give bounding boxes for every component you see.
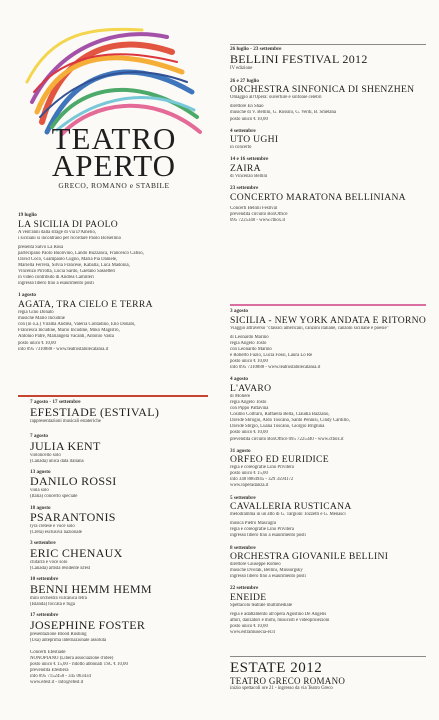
- event-maratona: [230, 185, 430, 224]
- event-title: AGATA, TRA CIELO E TERRA: [18, 299, 153, 311]
- event-body: [230, 203, 430, 224]
- efestiade-title: EFESTIADE (ESTIVAL): [30, 404, 160, 419]
- event-date: 5 settembre: [230, 494, 256, 501]
- event-line: posto unico € 10,00: [18, 340, 56, 346]
- event-date: 4 settembre: [230, 127, 256, 134]
- event-date: 26 e 27 luglio: [230, 77, 259, 84]
- event-body: [230, 562, 430, 580]
- event-line: i siciliani si incontrano per ricordare Paolo Borsellino: [18, 235, 121, 241]
- event-orchestra-giovanile: [230, 545, 430, 581]
- event-line: presenta Salvo La Rosa: [18, 244, 64, 250]
- event-line: regia Angelo Tosto: [230, 399, 267, 405]
- event-orfeo: [230, 448, 430, 490]
- event-line: direttore En Shao: [230, 104, 264, 110]
- logo-title-teatro: TEATRO: [51, 121, 177, 156]
- event-line: www.estramusecia-er.it: [230, 630, 275, 636]
- event-sicilia-paolo: [18, 212, 218, 287]
- event-title: ZAIRA: [230, 162, 261, 174]
- event-body: [230, 174, 430, 180]
- event-line: info 348 8864945 - 329 3594172: [230, 477, 294, 483]
- estate-title: ESTATE 2012: [230, 660, 323, 676]
- estate-note: inizio spettacoli ore 21 - ingresso da via Teatro Greco: [230, 686, 333, 691]
- event-title: CONCERTO MARATONA BELLINIANA: [230, 191, 406, 203]
- event-line: viola solo: [30, 488, 49, 494]
- stabile-column: [230, 308, 430, 641]
- event-title: JOSEPHINE FOSTER: [30, 617, 146, 632]
- event-body: [30, 560, 220, 572]
- event-line: Mariella Ferrera, Silvia Francese, Kaballa, Luca Madonia,: [18, 263, 130, 269]
- event-line: partecipano Paolo Buonvino, Lando Buzzanca, Francesco Cafiso,: [18, 250, 144, 256]
- event-line: lyra cretese e voce solo: [30, 524, 75, 530]
- event-date: 4 agosto: [230, 376, 249, 383]
- event-body: [30, 596, 220, 608]
- event-line: posto unico € 10,00: [230, 359, 268, 365]
- efestiade-events: [30, 433, 220, 686]
- event-agata: [18, 292, 218, 352]
- event-date: 17 settembre: [30, 611, 59, 618]
- event-title: CAVALLERIA RUSTICANA: [230, 501, 352, 513]
- event-line: attori, danzatori e mimi, musicisti e videoproiezioni: [230, 618, 330, 624]
- event-body: [230, 603, 430, 636]
- event-body: [230, 95, 430, 122]
- event-line: posto unico € 10,00: [230, 624, 268, 630]
- event-psarantonis: [30, 505, 220, 537]
- event-line: (Creta) esclusiva nazionale: [30, 530, 82, 536]
- footer-line: info 095 7152450 - 345 063434: [30, 674, 91, 680]
- event-danilo-rossi: [30, 469, 220, 501]
- event-benni-hemm-hemm: [30, 576, 220, 608]
- event-line: ingresso libero fino a esaurimento posti: [230, 574, 306, 580]
- event-date: 18 agosto: [30, 504, 51, 511]
- event-title: ERIC CHENAUX: [30, 545, 123, 560]
- efestiade-section: [30, 399, 220, 425]
- event-line: ingresso libero fino a esaurimento posti: [230, 533, 306, 539]
- event-avaro: [230, 376, 430, 442]
- event-line: di Vincenzo Bellini: [230, 173, 268, 179]
- event-line: in video contributo di Andrea Camilleri: [18, 275, 94, 281]
- event-date: 1 agosto: [18, 292, 37, 299]
- event-line: con Pippo Pattavina: [230, 406, 269, 412]
- event-line: ingresso libero fino a esaurimento posti: [18, 281, 94, 287]
- efestiade-divider: [18, 395, 208, 397]
- event-line: posto unico € 15,00: [230, 471, 268, 477]
- event-line: David Coco, Giampaolo Cugno, Maria Pia Daniele,: [18, 256, 118, 262]
- footer-line: NONOPIANO (Libera associazione d'idee): [30, 655, 114, 661]
- efestiade-subtitle: rappresentazioni musicali estateriche: [30, 418, 101, 424]
- event-line: info 095 7310888 - www.teatrostabilecatania.it: [230, 365, 321, 371]
- event-line: con Leonardo Marino: [230, 346, 272, 352]
- event-line: mini orchestra vulcanica tetra: [30, 595, 87, 601]
- estate-block: [230, 660, 430, 692]
- event-line: posto unico € 10,00: [230, 430, 268, 436]
- event-title: DANILO ROSSI: [30, 474, 117, 489]
- event-line: musiche Dvorak, Bellini, Mussorgsky: [230, 568, 303, 574]
- event-date: 3 agosto: [230, 308, 249, 314]
- event-zaira: [230, 156, 430, 180]
- event-line: regia e coreografie Lino Privitera: [230, 465, 294, 471]
- event-line: Davide Sbrgiò, Luana Toscano, Giorgio Brighina: [230, 424, 325, 430]
- event-date: 8 settembre: [230, 544, 256, 551]
- stabile-divider: [230, 304, 426, 306]
- event-body: [30, 488, 220, 500]
- event-title: BENNI HEMM HEMM: [30, 581, 152, 596]
- logo-title-aperto: APERTO: [51, 148, 177, 183]
- event-title: SICILIA - NEW YORK ANDATA E RITORNO: [230, 314, 427, 326]
- right-column: [230, 46, 430, 229]
- event-line: A vent'anni dalla strage di via D'Amelio,: [18, 229, 97, 235]
- logo-subtitle: GRECO, ROMANO e STABILE: [58, 181, 170, 190]
- event-date: 13 agosto: [30, 468, 51, 475]
- event-eneide: [230, 585, 430, 636]
- event-date: 14 e 16 settembre: [230, 156, 269, 163]
- event-body: [230, 465, 430, 489]
- event-line: (Canada) unica data italiana: [30, 458, 84, 464]
- event-line: violoncello solo: [30, 452, 61, 458]
- event-line: posto unico € 10,00: [230, 116, 268, 122]
- event-line: Antonio Patrè, Mariangela Vacanti, Antonio Vasta: [18, 334, 114, 340]
- event-line: 095 7225340 - www.ctbox.it: [230, 217, 285, 223]
- event-line: prevendita circuito BoxOffice 095 7225340 - www.ctbox.it: [230, 436, 344, 442]
- event-line: musiche di V. Bellini, G. Rossini, G. Verdi, B. Smetana: [230, 110, 337, 116]
- event-line: (Italia) concerto speciale: [30, 494, 78, 500]
- bellini-header: [230, 46, 430, 72]
- event-line: e Roberto Fuzio, Lucia Fossi, Laura Lo Re: [230, 352, 313, 358]
- event-shenzhen: [230, 78, 430, 123]
- event-line: Francesca Incudine, Mario Incudine, Miko Magistro,: [18, 328, 120, 334]
- event-line: direttore Giuseppe Romeo: [230, 562, 281, 568]
- event-line: di Molière: [230, 393, 251, 399]
- event-line: (Islanda) toccata e fuga: [30, 601, 75, 607]
- event-line: Spettacolo teatrale multimediale: [230, 603, 293, 608]
- event-uto-ughi: [230, 128, 430, 152]
- event-julia-kent: [30, 433, 220, 465]
- event-body: [18, 230, 218, 288]
- event-line: con (in o.a.) Viralba Andrea, Valeria Contadino, Elio Donato,: [18, 322, 136, 328]
- event-line: chitarra e voce solo: [30, 559, 68, 565]
- footer-line: posto unico € 15,00 - ridotto abbonati TSC € 10,00: [30, 661, 128, 667]
- event-line: regia e adattamento all'opera Agostino De Angelis: [230, 612, 327, 618]
- estate-divider: [230, 656, 426, 657]
- event-body: [230, 512, 430, 539]
- event-title: JULIA KENT: [30, 438, 101, 453]
- footer-line: Concerti Efestiadé: [30, 649, 66, 655]
- event-body: [18, 310, 218, 353]
- event-line: prevendita circuito BoxOffice: [230, 211, 288, 217]
- bellini-date: 26 luglio - 23 settembre: [230, 46, 282, 52]
- bellini-divider: [230, 44, 426, 45]
- bellini-title: BELLINI FESTIVAL 2012: [230, 51, 368, 66]
- footer-line: prevendita Efestiera: [30, 667, 69, 673]
- event-eric-chenaux: [30, 540, 220, 572]
- footer-line: www.efest.it - info@efest.it: [30, 680, 84, 686]
- event-josephine-foster: [30, 612, 220, 644]
- event-line: melodramma in un atto di G. Targioni Tozzetti e G. Menasci: [230, 512, 346, 518]
- event-title: ENEIDE: [230, 592, 267, 603]
- event-line: in concerto: [230, 145, 252, 151]
- left-column: [18, 212, 218, 358]
- event-sicilia-new-york: [230, 308, 430, 371]
- event-line: (Canada) artista residente Efest: [30, 566, 91, 572]
- event-date: 19 luglio: [18, 212, 37, 218]
- event-date: 10 settembre: [30, 576, 59, 583]
- efestiade-footer: [30, 650, 220, 687]
- bellini-edition: IV edizione: [230, 65, 253, 71]
- event-line: Vincenzo Pirrotta, Lucia Sardo, Gaetano Sassetteri: [18, 269, 116, 275]
- event-line: regia Gino Donato: [18, 310, 54, 316]
- event-date: 3 settembre: [30, 540, 56, 547]
- event-line: www.loperadanza.it: [230, 483, 269, 489]
- event-title: ORFEO ED EURIDICE: [230, 454, 329, 466]
- estate-subtitle: TEATRO GRECO ROMANO: [230, 676, 346, 686]
- event-line: Omaggio all'Opera: ouverture e sinfonie celebri: [230, 95, 322, 101]
- event-line: (Usa) anteprima internazionale assoluta: [30, 637, 107, 643]
- event-body: [30, 453, 220, 465]
- event-date: 7 agosto: [30, 433, 49, 439]
- efestiade-date: 7 agosto - 17 settembre: [30, 399, 81, 405]
- event-line: presentazione Blood Rushing: [30, 631, 87, 637]
- event-line: Viaggio attraverso "classici americani, canzoni italiane, canzoni siciliane e poesie": [230, 325, 389, 331]
- event-body: [30, 632, 220, 644]
- event-body: [230, 326, 430, 372]
- event-line: regia e coreografie Lino Privitera: [230, 527, 294, 533]
- event-cavalleria: [230, 495, 430, 540]
- event-body: [30, 524, 220, 536]
- event-title: PSARANTONIS: [30, 510, 116, 525]
- event-date: 22 settembre: [230, 585, 259, 592]
- event-line: regia Angelo Tosto: [230, 340, 267, 346]
- event-title: L'AVARO: [230, 382, 272, 394]
- event-line: musiche Mario Incudine: [18, 316, 65, 322]
- event-title: LA SICILIA DI PAOLO: [18, 218, 118, 230]
- event-title: ORCHESTRA SINFONICA DI SHENZHEN: [230, 84, 415, 96]
- event-line: Cosimo Coltraro, Raffaella Bella, Claudia Bazzano,: [230, 412, 330, 418]
- event-title: ORCHESTRA GIOVANILE BELLINI: [230, 551, 389, 563]
- event-body: [230, 394, 430, 443]
- event-date: 31 agosto: [230, 447, 251, 454]
- event-line: di Leonardo Marino: [230, 334, 269, 340]
- event-line: musica Pietro Mascagni: [230, 521, 277, 527]
- event-line: info 095 7310888 - www.teatrostabilecatania.it: [18, 346, 109, 352]
- event-line: Davide Sbrogiò, Aldo Toscano, Santo Pennisi, Cindy Cardillo,: [230, 418, 350, 424]
- event-body: [230, 145, 430, 151]
- event-date: 23 settembre: [230, 185, 259, 192]
- event-line: Concerti Bellini Festival: [230, 205, 278, 211]
- event-title: UTO UGHI: [230, 134, 279, 146]
